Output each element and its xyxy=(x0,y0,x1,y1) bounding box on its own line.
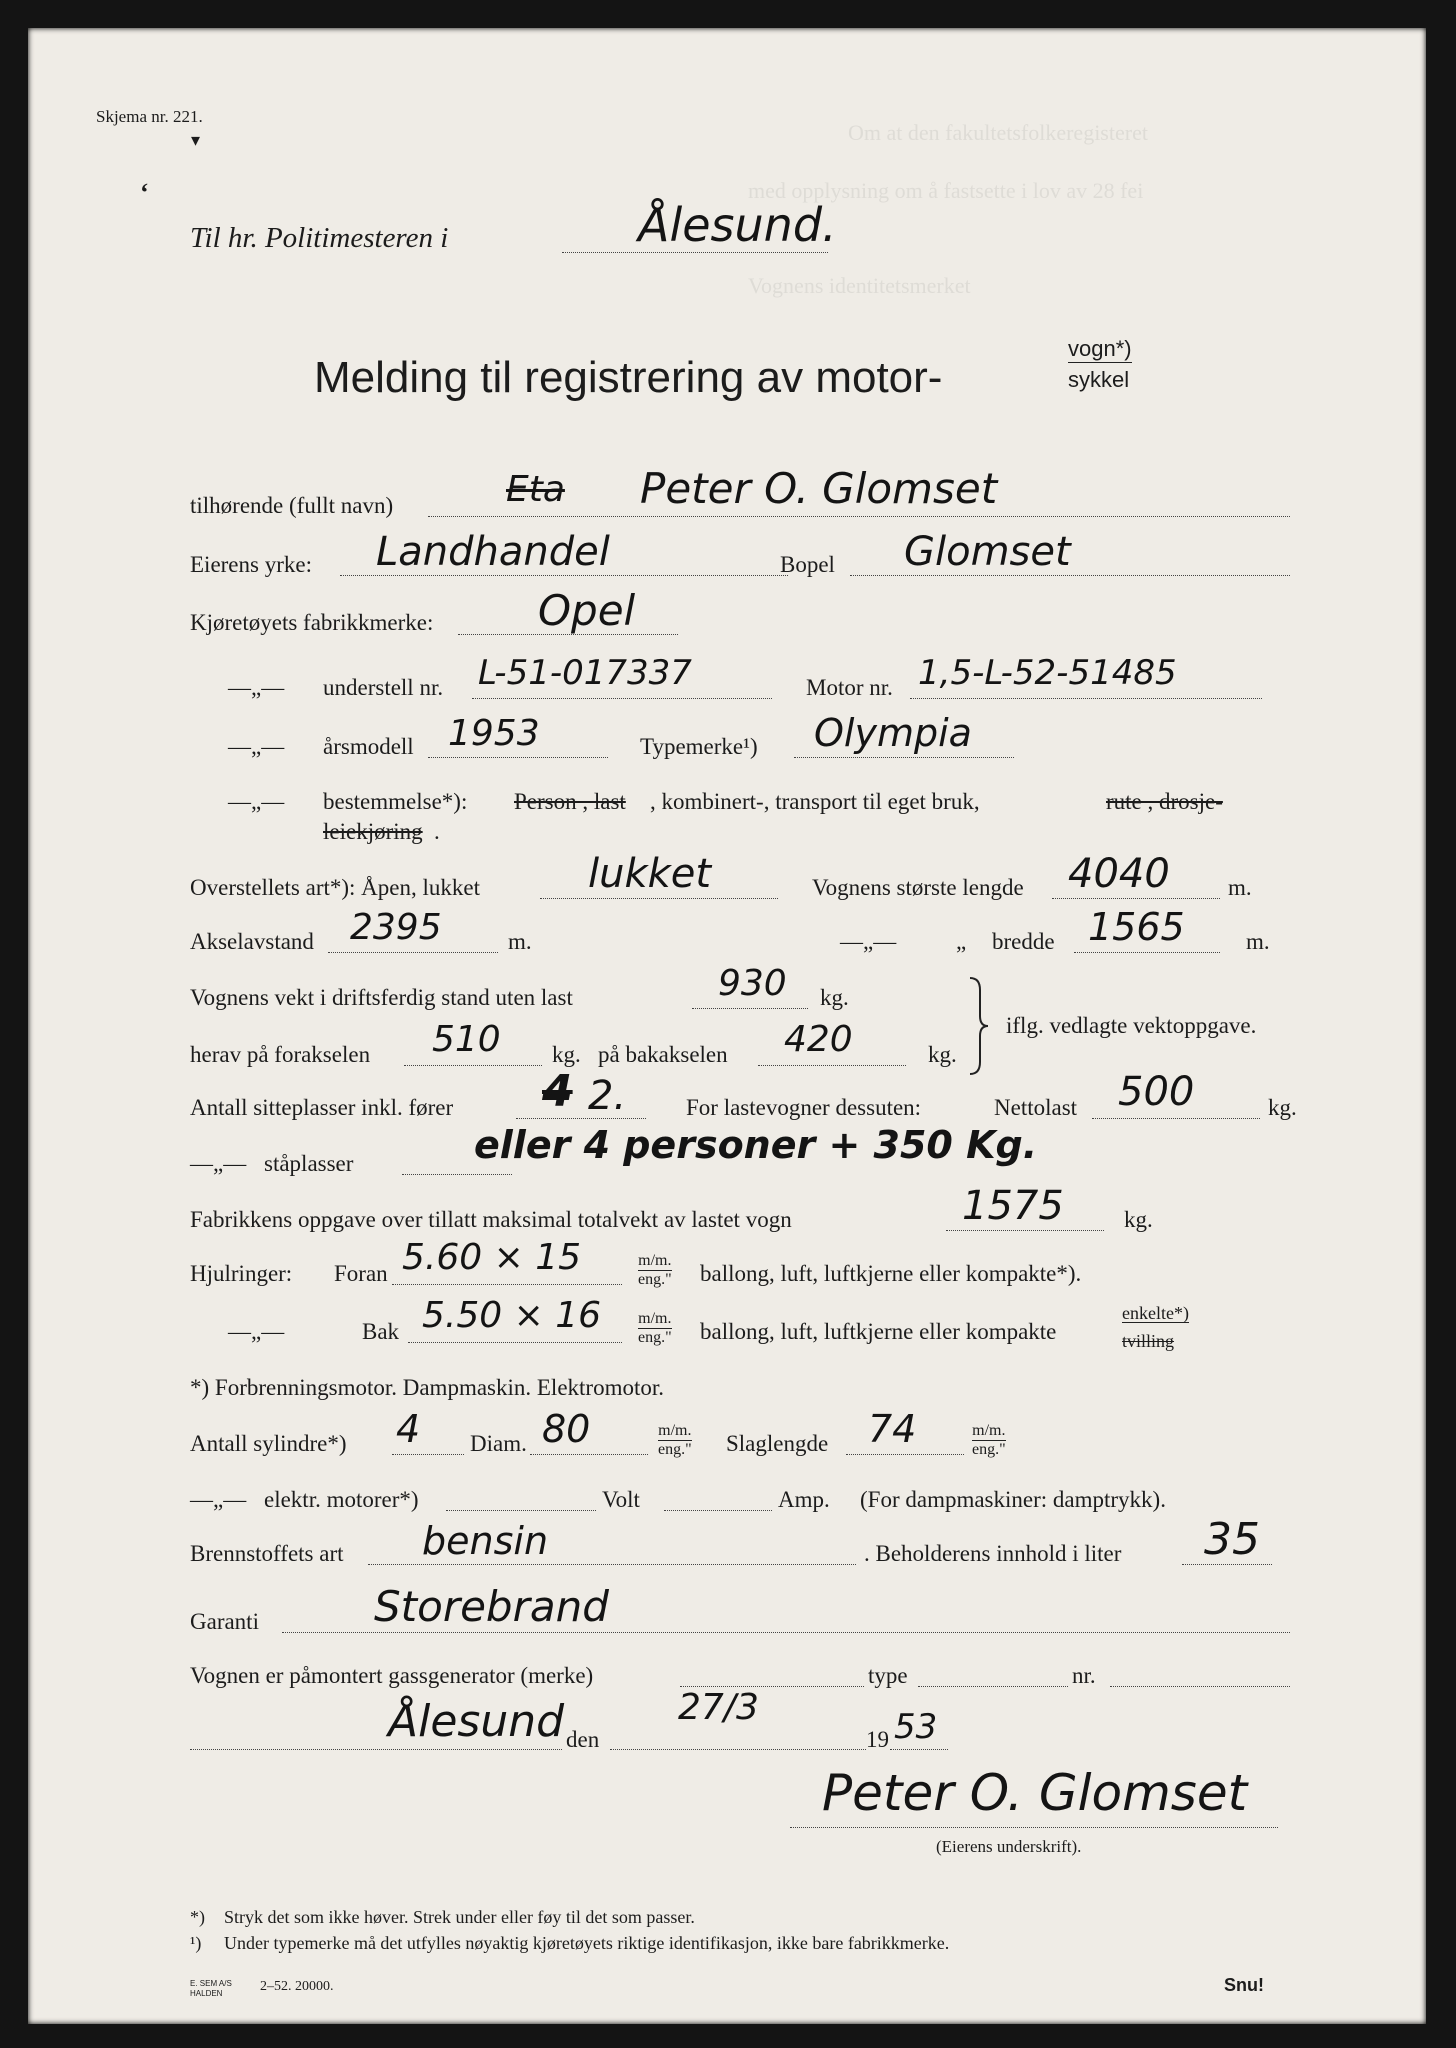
standing-line xyxy=(402,1173,512,1175)
fuel-label: Brennstoffets art xyxy=(190,1541,344,1566)
stroke-line xyxy=(846,1453,964,1455)
wheel-single: enkelte*) xyxy=(1122,1303,1189,1323)
body-line xyxy=(540,897,778,899)
engine-types: *) Forbrenningsmotor. Dampmaskin. Elektromotor. xyxy=(190,1375,665,1400)
chassis-value: L-51-017337 xyxy=(478,653,692,693)
front-axle-label: herav på forakselen xyxy=(190,1042,371,1067)
type-line xyxy=(794,756,1014,758)
purpose-struck: Person , last xyxy=(514,789,626,814)
year-line xyxy=(428,756,608,758)
electric-motors-label: elektr. motorer*) xyxy=(264,1487,419,1512)
ditto-mark: —„— xyxy=(228,789,285,814)
purpose-options: , kombinert-, transport til eget bruk, xyxy=(650,789,980,814)
turn-over: Snu! xyxy=(1224,1975,1264,1995)
cylinders-label: Antall sylindre*) xyxy=(190,1431,347,1456)
printer-name: E. SEM A/S xyxy=(190,1979,232,1988)
wheels-rear-line xyxy=(408,1341,622,1343)
bleed-through: Vognens identitetsmerket xyxy=(748,273,971,298)
purpose-end: . xyxy=(434,819,440,844)
seats-struck: 4 xyxy=(542,1066,573,1117)
bleed-through: Om at den fakultetsfolkeregisteret xyxy=(848,120,1148,145)
diameter-label: Diam. xyxy=(470,1431,527,1456)
footnote-2: Under typemerke må det utfylles nøyaktig kjøretøyets riktige identifikasjon, ikke bare fabrikkmerke. xyxy=(224,1933,950,1953)
width-value: 1565 xyxy=(1088,905,1185,949)
wheels-front-label: Foran xyxy=(334,1261,388,1286)
front-axle-value: 510 xyxy=(432,1019,501,1060)
wheels-front-value: 5.60 × 15 xyxy=(402,1237,582,1278)
footnote-mark: ¹) xyxy=(190,1933,202,1953)
axle-value: 2395 xyxy=(350,907,442,948)
gas-nr-label: nr. xyxy=(1072,1663,1096,1688)
width-ditto: „ xyxy=(956,929,967,954)
bracket xyxy=(964,976,990,1076)
signature-caption: (Eierens underskrift). xyxy=(936,1837,1082,1856)
year-value: 1953 xyxy=(448,713,540,754)
gas-type-label: type xyxy=(868,1663,908,1688)
wheels-rear-value: 5.50 × 16 xyxy=(422,1295,602,1336)
motor-label: Motor nr. xyxy=(806,675,893,700)
unit-fraction: m/m. eng." xyxy=(658,1422,692,1459)
wheels-front-line xyxy=(392,1283,622,1285)
schema-number: Skjema nr. 221. xyxy=(96,107,203,126)
occupation-value: Landhandel xyxy=(376,529,610,575)
title-option-vogn: vogn*) xyxy=(1068,336,1132,361)
unit-kg: kg. xyxy=(1268,1095,1297,1120)
year-label: årsmodell xyxy=(323,734,414,759)
wheel-types: ballong, luft, luftkjerne eller kompakte xyxy=(700,1319,1057,1344)
weight-line xyxy=(692,1007,808,1009)
diameter-value: 80 xyxy=(542,1407,591,1451)
body-label: Overstellets art*): Åpen, lukket xyxy=(190,875,480,900)
stroke-label: Slaglengde xyxy=(726,1431,829,1456)
footnote-1: Stryk det som ikke høver. Strek under eller føy til det som passer. xyxy=(224,1907,695,1927)
guarantee-label: Garanti xyxy=(190,1609,259,1634)
ditto-mark: —„— xyxy=(228,675,285,700)
ditto-mark: —„— xyxy=(228,1319,285,1344)
unit-kg: kg. xyxy=(1124,1207,1153,1232)
cylinders-value: 4 xyxy=(396,1407,421,1451)
fuel-value: bensin xyxy=(422,1519,549,1563)
guarantee-value: Storebrand xyxy=(374,1582,609,1631)
volt-label: Volt xyxy=(602,1487,640,1512)
gas-nr-line xyxy=(1110,1685,1290,1687)
year-suffix: 53 xyxy=(894,1707,938,1747)
weight-label: Vognens vekt i driftsferdig stand uten last xyxy=(190,985,573,1010)
rear-axle-label: på bakakselen xyxy=(598,1042,728,1067)
form-title: Melding til registrering av motor- xyxy=(314,353,943,402)
owner-signature: Peter O. Glomset xyxy=(822,1764,1248,1822)
recipient-value: Ålesund. xyxy=(638,198,837,252)
make-value: Opel xyxy=(538,586,636,635)
printer-city: HALDEN xyxy=(190,1989,223,1998)
ditto-mark: —„— xyxy=(190,1151,247,1176)
unit-fraction: m/m. eng." xyxy=(638,1252,672,1289)
rear-axle-line xyxy=(758,1064,906,1066)
unit-fraction: m/m. eng." xyxy=(972,1422,1006,1459)
chassis-label: understell nr. xyxy=(323,675,444,700)
cargo-label: For lastevogner dessuten: xyxy=(686,1095,922,1120)
footnote-mark: *) xyxy=(190,1907,205,1927)
year-prefix: 19 xyxy=(866,1727,889,1752)
motor-value: 1,5-L-52-51485 xyxy=(918,653,1177,693)
occupation-label: Eierens yrke: xyxy=(190,552,312,577)
signature-line xyxy=(790,1826,1278,1828)
bleed-through: med opplysning om å fastsette i lov av 28 fei xyxy=(748,178,1144,203)
amp-label: Amp. xyxy=(778,1487,830,1512)
place-value: Ålesund xyxy=(388,1696,565,1747)
year-line xyxy=(890,1748,948,1750)
seats-label: Antall sitteplasser inkl. fører xyxy=(190,1095,454,1120)
rear-axle-value: 420 xyxy=(784,1019,853,1060)
wheel-twin: tvilling xyxy=(1122,1331,1175,1351)
wheels-rear-label: Bak xyxy=(362,1319,400,1344)
seats-value: 2. xyxy=(588,1073,627,1119)
maxweight-label: Fabrikkens oppgave over tillatt maksimal totalvekt av lastet vogn xyxy=(190,1207,792,1232)
residence-label: Bopel xyxy=(780,552,835,577)
length-label: Vognens største lengde xyxy=(812,875,1024,900)
netto-label: Nettolast xyxy=(994,1095,1078,1120)
seats-line xyxy=(516,1117,646,1119)
gas-type-line xyxy=(918,1685,1068,1687)
maxweight-line xyxy=(946,1229,1104,1231)
axle-line xyxy=(328,951,498,953)
chassis-line xyxy=(472,697,772,699)
cylinders-line xyxy=(392,1453,464,1455)
date-value: 27/3 xyxy=(678,1687,759,1728)
gas-generator-label: Vognen er påmontert gassgenerator (merke) xyxy=(190,1663,594,1688)
stroke-value: 74 xyxy=(868,1407,917,1451)
standing-value: eller 4 personer + 350 Kg. xyxy=(474,1123,1038,1167)
weight-note: iflg. vedlagte vektoppgave. xyxy=(1006,1013,1257,1038)
netto-value: 500 xyxy=(1118,1069,1195,1115)
length-value: 4040 xyxy=(1068,851,1170,897)
recipient-label: Til hr. Politimesteren i xyxy=(190,222,449,254)
tank-value: 35 xyxy=(1204,1514,1260,1565)
purpose-struck: rute , drosje- xyxy=(1106,789,1223,814)
type-label: Typemerke¹) xyxy=(640,734,758,759)
unit-kg: kg. xyxy=(820,985,849,1010)
electric-motors-line xyxy=(446,1509,596,1511)
form-sheet xyxy=(28,28,1426,2024)
ink-mark: ▾ xyxy=(191,130,201,150)
title-option-sykkel: sykkel xyxy=(1068,367,1130,392)
purpose-struck: leiekjøring xyxy=(323,819,423,844)
struck-text: Eta xyxy=(506,469,565,510)
date-label: den xyxy=(566,1727,600,1752)
unit-m: m. xyxy=(1228,875,1252,900)
netto-line xyxy=(1092,1117,1260,1119)
unit-kg: kg. xyxy=(552,1042,581,1067)
motor-line xyxy=(910,697,1262,699)
guarantee-line xyxy=(282,1631,1290,1633)
length-line xyxy=(1052,897,1220,899)
fuel-line xyxy=(368,1563,856,1565)
unit-m: m. xyxy=(508,929,532,954)
ink-mark: ʻ xyxy=(140,178,149,207)
owner-name-label: tilhørende (fullt navn) xyxy=(190,493,394,518)
volt-line xyxy=(664,1509,772,1511)
diameter-line xyxy=(530,1453,648,1455)
wheel-types: ballong, luft, luftkjerne eller kompakte*). xyxy=(700,1261,1082,1286)
axle-label: Akselavstand xyxy=(190,929,314,954)
front-axle-line xyxy=(404,1064,542,1066)
ditto-mark: —„— xyxy=(190,1487,247,1512)
date-line xyxy=(610,1748,866,1750)
maxweight-value: 1575 xyxy=(962,1183,1064,1229)
weight-value: 930 xyxy=(718,963,787,1004)
width-label: bredde xyxy=(992,929,1055,954)
standing-label: ståplasser xyxy=(264,1151,354,1176)
purpose-label: bestemmelse*): xyxy=(323,789,468,814)
ditto-mark: —„— xyxy=(228,734,285,759)
unit-m: m. xyxy=(1246,929,1270,954)
residence-value: Glomset xyxy=(904,529,1071,575)
ditto-mark: —„— xyxy=(840,929,897,954)
print-code: 2–52. 20000. xyxy=(260,1979,334,1994)
width-line xyxy=(1074,951,1220,953)
place-line xyxy=(190,1748,562,1750)
unit-fraction: m/m. eng." xyxy=(638,1310,672,1347)
owner-name: Peter O. Glomset xyxy=(640,464,998,513)
body-value: lukket xyxy=(588,851,712,897)
tank-label: . Beholderens innhold i liter xyxy=(864,1541,1122,1566)
steam-note: (For dampmaskiner: damptrykk). xyxy=(860,1487,1166,1512)
unit-kg: kg. xyxy=(928,1042,957,1067)
owner-name-line xyxy=(428,515,1290,517)
type-value: Olympia xyxy=(814,711,972,755)
make-label: Kjøretøyets fabrikkmerke: xyxy=(190,610,434,635)
wheels-label: Hjulringer: xyxy=(190,1261,293,1286)
